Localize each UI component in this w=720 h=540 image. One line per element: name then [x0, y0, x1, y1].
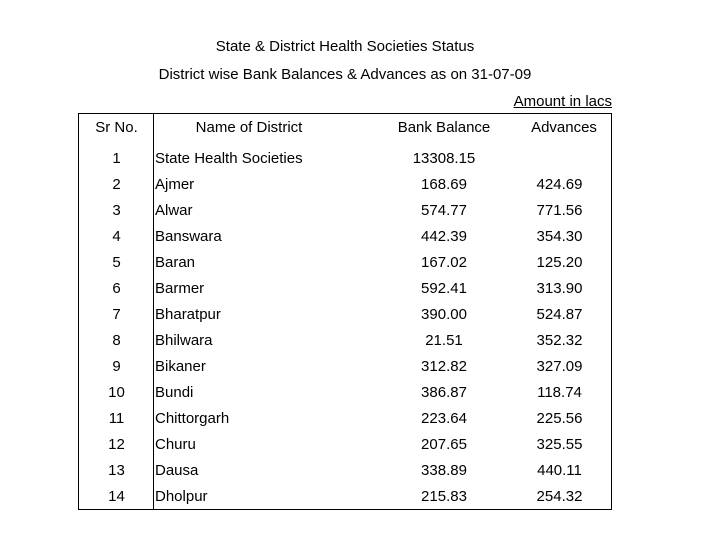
table-row [79, 304, 611, 330]
table-row [79, 434, 611, 460]
row-advances: 125.20 [536, 254, 583, 271]
row-advances: 771.56 [536, 202, 583, 219]
table-row [79, 278, 611, 304]
amount-unit-note: Amount in lacs [513, 93, 612, 110]
header-bank-balance: Bank Balance [397, 119, 491, 136]
row-sr-no: 8 [112, 332, 121, 349]
table-row [79, 460, 611, 486]
row-bank-balance: 167.02 [421, 254, 467, 271]
row-sr-no: 4 [112, 228, 121, 245]
row-bank-balance: 574.77 [421, 202, 467, 219]
row-advances: 352.32 [536, 332, 583, 349]
row-district-name: Barmer [155, 280, 205, 297]
row-bank-balance: 592.41 [421, 280, 467, 297]
row-bank-balance: 207.65 [421, 436, 467, 453]
row-bank-balance: 442.39 [421, 228, 467, 245]
row-advances: 524.87 [536, 306, 583, 323]
table-row [79, 486, 611, 512]
row-sr-no: 5 [112, 254, 121, 271]
row-district-name: Banswara [155, 228, 222, 245]
row-district-name: Chittorgarh [155, 410, 230, 427]
table-row [79, 174, 611, 200]
row-bank-balance: 312.82 [421, 358, 467, 375]
row-advances: 313.90 [536, 280, 583, 297]
row-district-name: Baran [155, 254, 196, 271]
row-advances: 354.30 [536, 228, 583, 245]
row-advances: 327.09 [536, 358, 583, 375]
row-district-name: Alwar [155, 202, 193, 219]
row-advances: 424.69 [536, 176, 583, 193]
row-bank-balance: 223.64 [421, 410, 467, 427]
page-subtitle: District wise Bank Balances & Advances as on 31-07-09 [158, 66, 532, 83]
row-bank-balance: 215.83 [421, 488, 467, 505]
page-title: State & District Health Societies Status [215, 38, 475, 55]
table-row [79, 356, 611, 382]
row-sr-no: 6 [112, 280, 121, 297]
row-district-name: Dausa [155, 462, 199, 479]
row-district-name: Bhilwara [155, 332, 213, 349]
row-bank-balance: 21.51 [425, 332, 463, 349]
row-bank-balance: 390.00 [421, 306, 467, 323]
row-bank-balance: 13308.15 [412, 150, 476, 167]
row-advances: 254.32 [536, 488, 583, 505]
row-advances: 118.74 [537, 384, 582, 401]
row-district-name: Bharatpur [155, 306, 221, 323]
header-advances: Advances [531, 119, 597, 136]
table-row [79, 200, 611, 226]
row-district-name: Bundi [155, 384, 194, 401]
row-district-name: Bikaner [155, 358, 206, 375]
table-body [79, 148, 611, 512]
row-sr-no: 11 [108, 410, 125, 427]
row-district-name: State Health Societies [155, 150, 303, 167]
header-sr-no: Sr No. [95, 119, 138, 136]
row-sr-no: 9 [112, 358, 121, 375]
row-advances: 325.55 [536, 436, 583, 453]
table-row [79, 226, 611, 252]
row-sr-no: 13 [108, 462, 125, 479]
table-row [79, 330, 611, 356]
row-sr-no: 14 [108, 488, 125, 505]
row-bank-balance: 338.89 [421, 462, 467, 479]
row-bank-balance: 168.69 [421, 176, 467, 193]
table-row [79, 252, 611, 278]
row-sr-no: 1 [112, 150, 121, 167]
row-sr-no: 2 [112, 176, 121, 193]
row-sr-no: 12 [108, 436, 125, 453]
row-district-name: Ajmer [155, 176, 195, 193]
row-district-name: Dholpur [155, 488, 208, 505]
table-row [79, 148, 611, 174]
row-bank-balance: 386.87 [421, 384, 467, 401]
table-row [79, 408, 611, 434]
row-advances: 225.56 [536, 410, 583, 427]
row-advances: 440.11 [537, 462, 582, 479]
row-district-name: Churu [155, 436, 196, 453]
row-sr-no: 7 [112, 306, 121, 323]
header-district-name: Name of District [195, 119, 303, 136]
table-row [79, 382, 611, 408]
row-sr-no: 3 [112, 202, 121, 219]
row-sr-no: 10 [108, 384, 125, 401]
